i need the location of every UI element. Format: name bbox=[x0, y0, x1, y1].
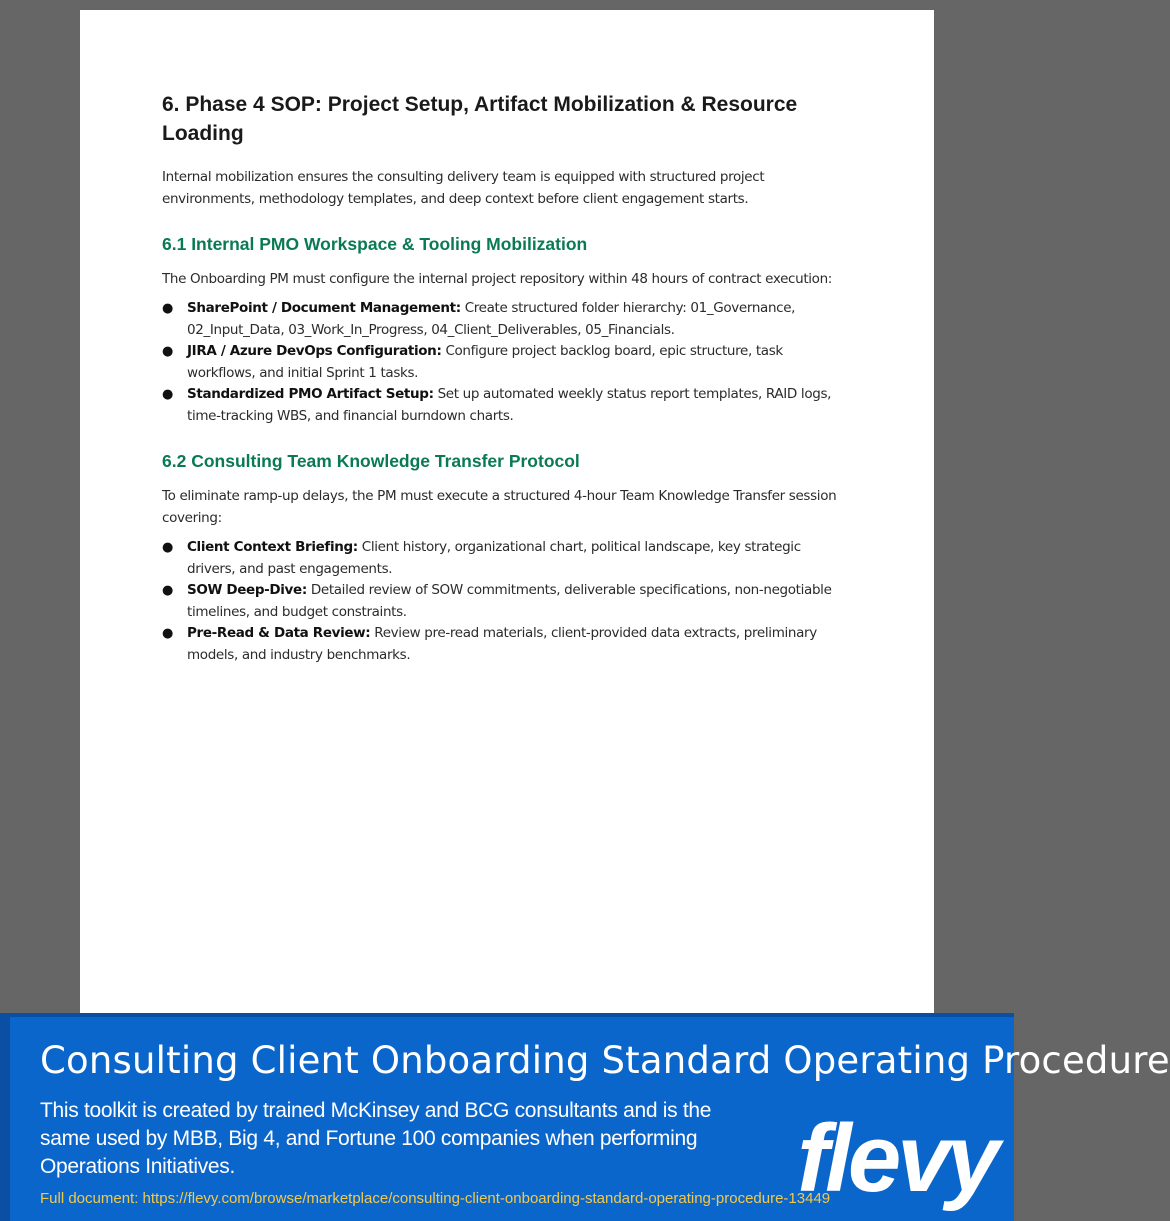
list-item-text: Detailed review of SOW commitments, deliverable specifications, non-negotiable timelines, and budget constraints. bbox=[187, 582, 832, 620]
bullet-icon: ● bbox=[162, 540, 173, 555]
list-item-label: Client Context Briefing: bbox=[187, 539, 358, 555]
bullet-list-6-1 bbox=[162, 298, 844, 427]
bullet-icon: ● bbox=[162, 301, 173, 316]
list-item-text: Review pre-read materials, client-provided data extracts, preliminary models, and industry benchmarks. bbox=[187, 625, 817, 663]
list-item-text: Configure project backlog board, epic structure, task workflows, and initial Sprint 1 tasks. bbox=[187, 343, 783, 381]
list-item bbox=[162, 298, 844, 341]
list-item-label: Pre-Read & Data Review: bbox=[187, 625, 371, 641]
promo-banner bbox=[0, 1013, 1170, 1221]
bullet-icon: ● bbox=[162, 344, 173, 359]
banner-panel bbox=[10, 1017, 1170, 1221]
list-item bbox=[162, 384, 844, 427]
list-item-label: Standardized PMO Artifact Setup: bbox=[187, 386, 434, 402]
bullet-icon: ● bbox=[162, 387, 173, 402]
intro-paragraph: Internal mobilization ensures the consulting delivery team is equipped with structured project environments, methodology templates, and deep context before client engagement starts. bbox=[162, 169, 765, 207]
flevy-logo: flevy bbox=[797, 1105, 996, 1212]
section-lead-6-2: To eliminate ramp-up delays, the PM must execute a structured 4-hour Team Knowledge Transfer session covering: bbox=[162, 488, 837, 526]
page-title: 6. Phase 4 SOP: Project Setup, Artifact Mobilization & Resource Loading bbox=[162, 93, 798, 145]
section-heading-6-1: 6.1 Internal PMO Workspace & Tooling Mobilization bbox=[162, 234, 588, 254]
bullet-icon: ● bbox=[162, 626, 173, 641]
list-item-text: Client history, organizational chart, political landscape, key strategic drivers, and past engagements. bbox=[187, 539, 801, 577]
full-document-link[interactable]: Full document: https://flevy.com/browse/marketplace/consulting-client-onboarding-standard-operating-procedure-13449 bbox=[40, 1190, 831, 1207]
list-item bbox=[162, 623, 844, 666]
list-item bbox=[162, 537, 844, 580]
section-lead-6-1: The Onboarding PM must configure the internal project repository within 48 hours of contract execution: bbox=[162, 271, 832, 287]
document-page bbox=[80, 10, 934, 1013]
list-item-label: SharePoint / Document Management: bbox=[187, 300, 461, 316]
list-item-text: Set up automated weekly status report templates, RAID logs, time-tracking WBS, and financial burndown charts. bbox=[187, 386, 832, 424]
list-item bbox=[162, 341, 844, 384]
list-item-label: JIRA / Azure DevOps Configuration: bbox=[187, 343, 442, 359]
banner-title: Consulting Client Onboarding Standard Operating Procedure bbox=[40, 1039, 1170, 1082]
list-item-label: SOW Deep-Dive: bbox=[187, 582, 307, 598]
bullet-icon: ● bbox=[162, 583, 173, 598]
list-item bbox=[162, 580, 844, 623]
banner-description: This toolkit is created by trained McKinsey and BCG consultants and is the same used by MBB, Big 4, and Fortune 100 companies when performing Operations Initiatives. bbox=[40, 1099, 712, 1178]
section-heading-6-2: 6.2 Consulting Team Knowledge Transfer Protocol bbox=[162, 451, 580, 471]
bullet-list-6-2 bbox=[162, 537, 844, 666]
list-item-text: Create structured folder hierarchy: 01_Governance, 02_Input_Data, 03_Work_In_Progress, 04_Client_Deliverables, 05_Financials. bbox=[187, 300, 796, 338]
